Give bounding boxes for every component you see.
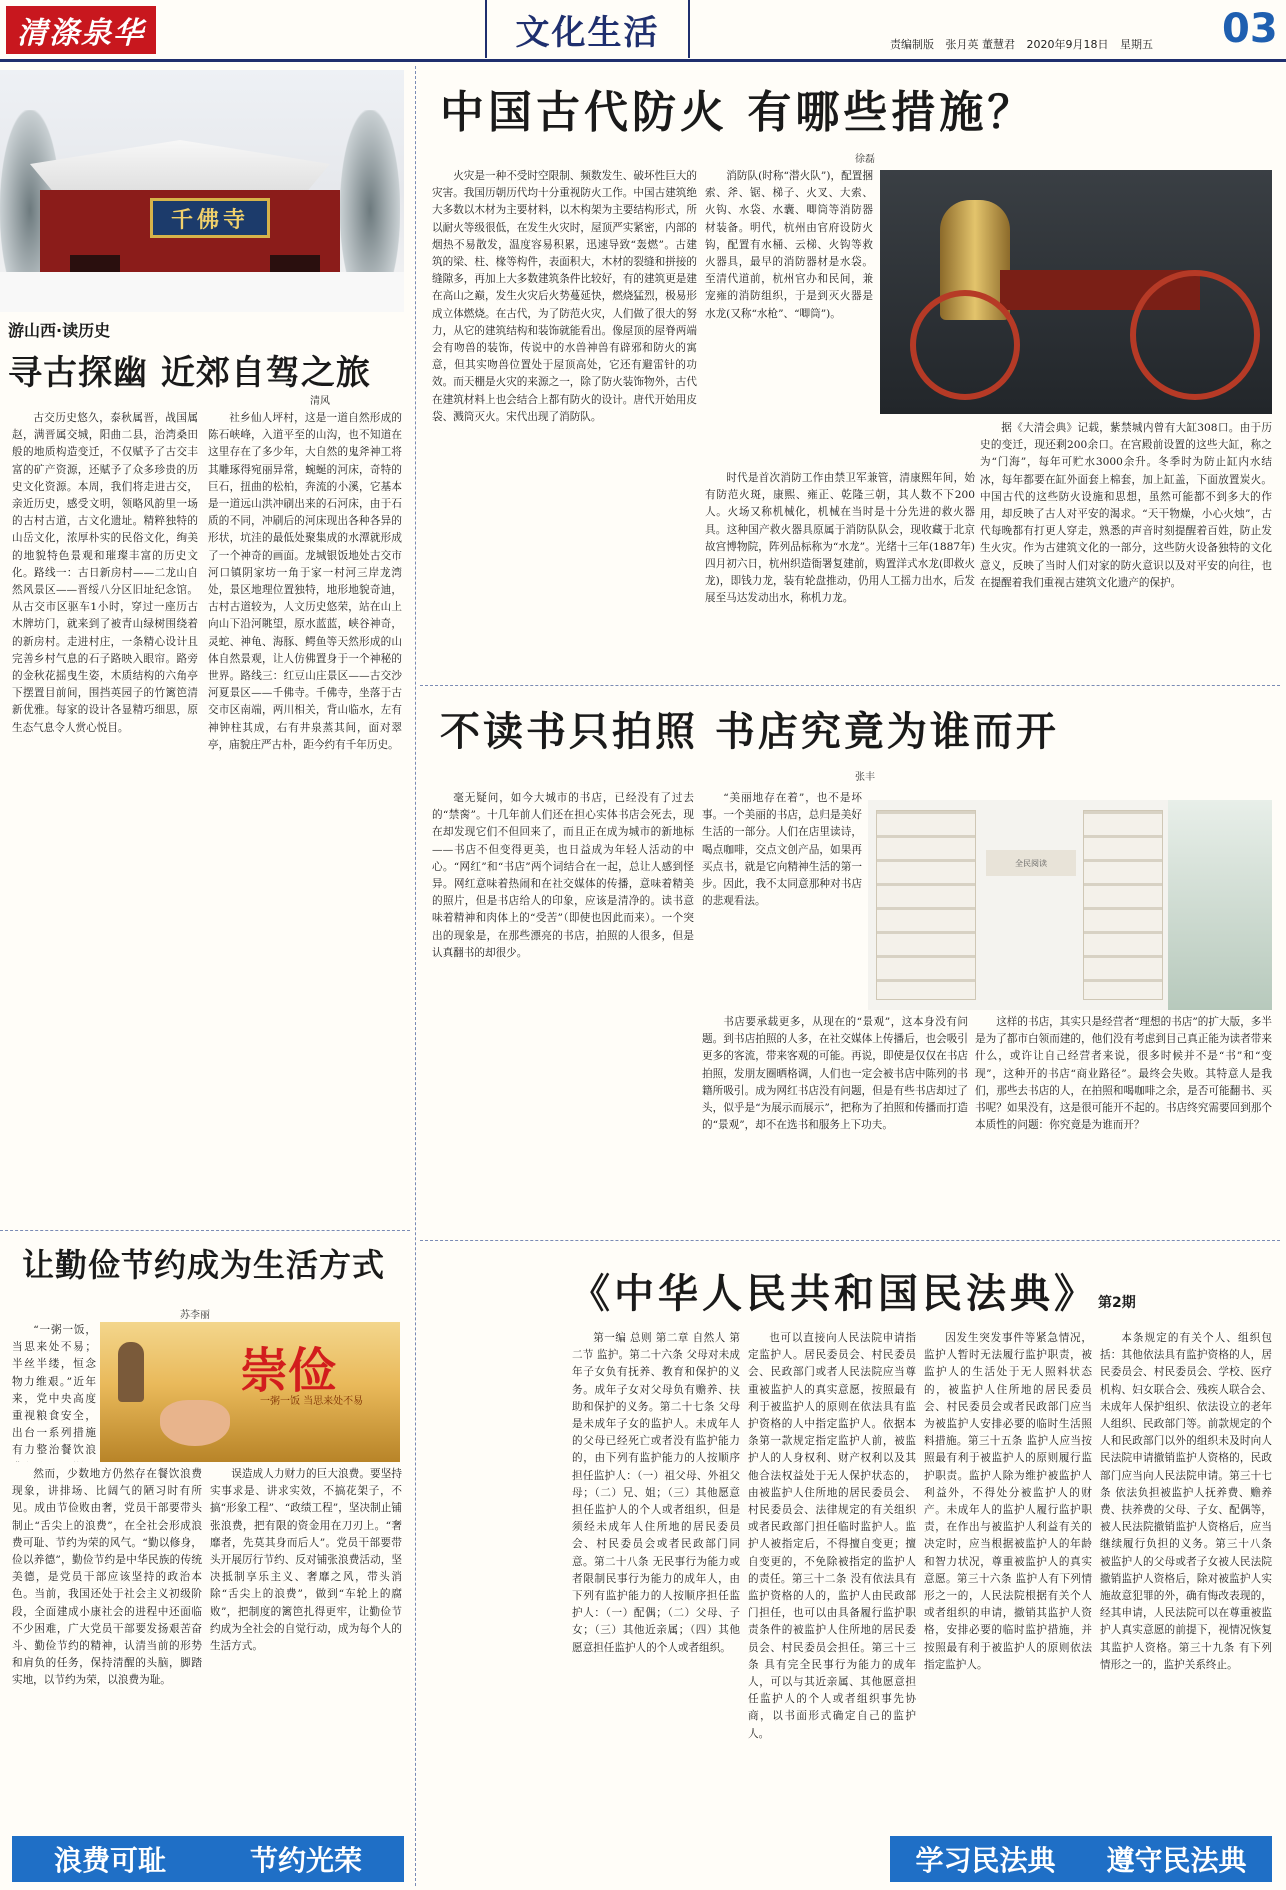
slogan-right: 节约光荣 [249, 1844, 362, 1877]
masthead [0, 0, 1286, 62]
article-paragraph: 据《大清会典》记载，紫禁城内曾有大缸308口。由于历史的变迁，现还剩200余口。在宫殿前设置的这些大缸，称之为“门海”，每年可贮水3000余升。冬季时为防止缸内水结冰，每年都要在缸外面套上棉套，加上缸盖，下面放置炭火。中国古代的这些防火设施和思想，虽然可能都不到多大的作用，却反映了古人对平安的渴求。“天干物燥，小心火烛”，古代每晚都有打更人穿走，熟悉的声音时刻提醒着百姓，防止发生火灾。作为古建筑文化的一部分，这些防火设备独特的文化意义，反映了当时人们对家的防火意识以及对平安的向往，也在提醒着我们重视古建筑文化遗产的保护。 [980, 422, 1272, 589]
article-headline: 寻古探幽 近郊自驾之旅 [8, 353, 371, 393]
bookstore-interior-photo [868, 800, 1272, 1010]
article-body-column [980, 420, 1272, 668]
article-paragraph: 消防队(时称“潜火队”)，配置捆索、斧、锯、梯子、火叉、大索、火钩、水袋、水囊、唧筒等消防器材装备。明代，杭州由官府设防火钩，配置有水桶、云梯、火钩等救火器具，最早的消防器材是水袋。至清代道前，杭州官办和民间，兼宠雍的消防组织，于是到灭火器是水龙(又称“水枪”、“唧筒”)。 [705, 170, 873, 320]
slogan-left: 学习民法典 [915, 1844, 1056, 1877]
snow-ground [0, 272, 404, 312]
article-body-column [210, 1466, 402, 1828]
article-paragraph: 这样的书店，其实只是经营者“理想的书店”的扩大版，多半是为了都市白领而建的，他们没有考虑到目己真正能为读者带来什么，或许让自己经营者来说，很多时候并不是“书”和“变现”，这种开的书店“商业路径”。最终会失败。其特意人是我们，那些去书店的人，在拍照和喝咖啡之余，是否可能翻书、买书呢？如果没有，这是很可能开不起的。书店终究需要回到那个本质性的问题：你究竟是为谁而开？ [975, 1016, 1272, 1132]
article-byline: 清风 [310, 396, 330, 407]
issue-weekday: 星期五 [1120, 38, 1153, 51]
fire-engine-photo [880, 170, 1272, 414]
article-headline: 中国古代防火 有哪些措施？ [440, 87, 1036, 138]
article-body-column [12, 1322, 96, 1462]
code-title: 《中华人民共和国民法典》 [570, 1271, 1098, 1317]
article-paragraph: 然而，少数地方仍然存在餐饮浪费现象，讲排场、比阔气的陋习时有所见。成由节俭败由奢，党员干部要带头制止“舌尖上的浪费”，在全社会形成浪费可耻、节约为荣的风气。“勤以修身，俭以养德”，勤俭节约是中华民族的传统美德，是党员干部应该坚持的政治本色。当前，我国还处于社会主义初级阶段，全面建成小康社会的进程中还面临不少困难，广大党员干部要发扬艰苦奋斗、勤俭节约的精神，认清当前的形势和肩负的任务，保持清醒的头脑，脚踏实地，以节约为荣，以浪费为耻。 [12, 1468, 202, 1687]
wheat-field-photo [100, 1322, 400, 1462]
store-window [1168, 800, 1272, 1010]
article-paragraph: 社乡仙人坪村，这是一道自然形成的陈石峡峰，入道平至的山沟，也不知道在这里存在了多少年，大自然的鬼斧神工将其雕琢得宛丽异常，蜿蜒的河床，奇特的巨石，扭曲的松柏，奔流的小溪，它基本是一道远山洪冲刷出来的石河床，由于石质的不同，冲刷后的河床现出各种各异的形状，坑洼的最低处聚集成的水潭就形成了一个神奇的画面。龙城银饭地处古交市河口镇阴家坊一角于家一村河三岸龙湾处，景区地理位置独特，地形地貌奇迪，古村古道较为，人文历史悠荣，站在山上向山下沿河眺望，原水蓝蓝，峡谷神奇，灵蛇、神龟、海豚、鳄鱼等天然形成的山体自然景观，让人仿佛置身于一个神秘的世界。路线三：红豆山庄景区——古交沙河夏景区——千佛寺。千佛寺，坐落于古交市区南端，两川相关，背山临水，左有神钟柱其成，右有井泉蒸其间，面对翠亭，庙貌庄严古朴，距今约有千年历史。 [208, 412, 402, 751]
section-divider [0, 1230, 410, 1231]
code-issue: 第2期 [1098, 1295, 1136, 1311]
article-body-column [208, 410, 402, 1200]
article-body-column [1100, 1330, 1272, 1808]
page-meta [890, 36, 1161, 52]
article-kicker: 游山西·读历史 [8, 321, 111, 340]
bookshelf [1083, 810, 1163, 1000]
article-body-column [572, 1330, 740, 1880]
article-paragraph: 本条规定的有关个人、组织包括：其他依法具有监护资格的人，居民委员会、村民委员会、学校、医疗机构、妇女联合会、残疾人联合会、未成年人保护组织、依法设立的老年人组织、民政部门等。前款规定的个人和民政部门以外的组织未及时向人民法院申请撤销监护人资格的，民政部门应当向人民法院申请。第三十七条 依法负担被监护人抚养费、赡养费、扶养费的父母、子女、配偶等，被人民法院撤销监护人资格后，应当继续履行负担的义务。第三十八条 被监护人的父母或者子女被人民法院撤销监护人资格后，除对被监护人实施故意犯罪的外，确有悔改表现的，经其申请，人民法院可以在尊重被监护人真实意愿的前提下，视情况恢复其监护人资格。第三十九条 有下列情形之一的，监护关系终止。 [1100, 1332, 1272, 1671]
article-paragraph: 因发生突发事件等紧急情况，监护人暂时无法履行监护职责，被监护人的生活处于无人照料状态的，被监护人住所地的居民委员会、村民委员会或者民政部门应当为被监护人安排必要的临时生活照料措施。第三十五条 监护人应当按照最有利于被监护人的原则履行监护职责。监护人除为维护被监护人利益外，不得处分被监护人的财产。未成年人的监护人履行监护职责，在作出与被监护人利益有关的决定时，应当根据被监护人的年龄和智力状况，尊重被监护人的真实意愿。第三十六条 监护人有下列情形之一的，人民法院根据有关个人或者组织的申请，撤销其监护人资格，安排必要的临时监护措施，并按照最有利于被监护人的原则依法指定监护人。 [924, 1332, 1092, 1671]
issue-date: 2020年9月18日 [1026, 38, 1109, 51]
article-paragraph: 火灾是一种不受时空限制、频数发生、破坏性巨大的灾害。我国历朝历代均十分重视防火工作。中国古建筑绝大多数以木材为主要材料，以木构架为主要结构形式，所以耐火等级很低，在发生火灾时，屋顶严实紧密，内部的烟热不易散发，温度容易积累，迅速导致“轰燃”。古建筑的梁、柱、椽等构件，表面积大，木材的裂缝和拼接的缝隙多，再加上大多数建筑条件比较好，有的建筑更是建在高山之巅，发生火灾后火势蔓延快，燃烧猛烈，极易形成立体燃烧。在古代，为了防范火灾，人们做了很大的努力，从它的建筑结构和装饰就能看出。像屋顶的屋脊两端会有吻兽的装饰，传说中的水兽神兽有辟邪和防火的寓意，但其实吻兽位置处于屋顶高处，它还有避雷针的功效。而天棚是火灾的来源之一，除了防火装饰物外，古代在建筑材料上也会结合上都有防火的设计。唐代开始用皮袋、溅筒灭火。宋代出现了消防队。 [432, 170, 697, 423]
temple-plaque: 千佛寺 [150, 198, 270, 238]
article-paragraph: 书店要承载更多，从现在的“景观”，这本身没有问题。到书店拍照的人多，在社交媒体上传播后，也会吸引更多的客流，带来客观的可能。再说，即使是仅仅在书店拍照，发朋友圈晒格调，人们也一定会被书店中陈列的书籍所吸引。成为网红书店没有问题，但是有些书店却过了头，似乎是“为展示而展示”，把称为了拍照和传播而打造的“景观”，却不在选书和服务上下功夫。 [702, 1016, 968, 1132]
article-body-column [432, 790, 694, 1216]
article-paragraph: 也可以直接向人民法院申请指定监护人。居民委员会、村民委员会、民政部门或者人民法院应当尊重被监护人的真实意愿，按照最有利于被监护人的原则在依法具有监护资格的人中指定监护人。依据本条第一款规定指定监护人前，被监护人的人身权利、财产权利以及其他合法权益处于无人保护状态的，由被监护人住所地的居民委员会、村民委员会、法律规定的有关组织或者民政部门担任临时监护人。监护人被指定后，不得擅自变更；擅自变更的，不免除被指定的监护人的责任。第三十二条 没有依法具有监护资格的人的，监护人由民政部门担任，也可以由具备履行监护职责条件的被监护人住所地的居民委员会、村民委员会担任。第三十三条 具有完全民事行为能力的成年人，可以与其近亲属、其他愿意担任监护人的个人或者组织事先协商，以书面形式确定自己的监护人。 [748, 1332, 916, 1740]
editor-names: 张月英 董慧君 [945, 38, 1015, 51]
article-paragraph: 第一编 总则 第二章 自然人 第二节 监护。第二十六条 父母对未成年子女负有抚养、教育和保护的义务。成年子女对父母负有赡养、扶助和保护的义务。第二十七条 父母是未成年子女的监护人。未成年人的父母已经死亡或者没有监护能力的，由下列有监护能力的人按顺序担任监护人：（一）祖父母、外祖父母；（二）兄、姐；（三）其他愿意担任监护人的个人或者组织，但是须经未成年人住所地的居民委员会、村民委员会或者民政部门同意。第二十八条 无民事行为能力或者限制民事行为能力的成年人，由下列有监护能力的人按顺序担任监护人：（一）配偶；（二）父母、子女；（三）其他近亲属；（四）其他愿意担任监护人的个人或者组织。 [572, 1332, 740, 1654]
article-body-column [748, 1330, 916, 1880]
farmer-figure [118, 1342, 144, 1402]
article-paragraph: 毫无疑问，如今大城市的书店，已经没有了过去的“禁脔”。十几年前人们还在担心实体书店会死去，现在却发现它们不但回来了，而且正在成为城市的新地标——书店不但变得更美，也日益成为年轻人活动的中心。“网红”和“书店”两个词结合在一起，总让人感到怪异。网红意味着热闹和在社交媒体的传播，意味着精美的照片，但是书店给人的印象，应该是清净的。读书意味着精神和肉体上的“受苦”（即使也因此而来）。一个突出的现象是，在那些漂亮的书店，拍照的人很多，但是认真翻书的却很少。 [432, 792, 694, 959]
article-byline: 张丰 [855, 772, 875, 783]
section-divider [420, 685, 1280, 686]
article-body-column [432, 168, 697, 668]
wagon-wheel [910, 290, 1020, 400]
store-sign: 全民阅读 [986, 850, 1076, 876]
temple-snow-photo [0, 70, 404, 312]
article-headline: 让勤俭节约成为生活方式 [22, 1246, 386, 1284]
slogan-right: 遵守民法典 [1106, 1844, 1247, 1877]
article-body-column [702, 1014, 968, 1216]
page-number: 03 [1222, 6, 1278, 52]
article-byline: 徐磊 [855, 154, 875, 165]
article-body-column [975, 1014, 1272, 1216]
article-body-column [12, 410, 198, 1200]
column-divider [415, 66, 416, 1886]
article-paragraph: 古交历史悠久，泰秋属晋，战国属赵，满晋属交城，阳曲二县，治湾桑田般的地质构造变迁，不仅赋予了古交丰富的矿产资源，还赋予了众多珍贵的历史文化资源。本周，我们将走进古交，亲近历史，感受文明，领略风韵里一场的古村古道，古文化遗址。精粹独特的山岳文化，浓厚朴实的民俗文化，绚美的地貌特色景观和璀璨丰富的历史文化。路线一：古日新房村——二龙山自然风景区——晋绥八分区旧址纪念馆。从古交市区驱车1小时，穿过一座历古木牌坊门，就来到了被青山绿树围绕着的新房村。走进村庄，一条精心设计且完善乡村气息的石子路映入眼帘。路旁的金秋花摇曳生姿，木质结构的六角亭下摆置目前间，围挡英园子的竹篱笆清新优雅。每家的设计各显精巧细思，原生态气息令人赏心悦目。 [12, 412, 198, 734]
editor-label: 责编制版 [890, 38, 934, 51]
slogan-banner [12, 1836, 404, 1882]
wagon-wheel [1130, 270, 1260, 400]
article-paragraph: “美丽地存在着”，也不是坏事。一个美丽的书店，总归是美好生活的一部分。人们在店里读诗，喝点咖啡，交点文创产品，如果再买点书，就是它向精神生活的第一步。因此，我不太同意那种对书店的悲观看法。 [702, 792, 862, 908]
slogan-banner [890, 1836, 1272, 1882]
photo-caption-large: 崇俭 [240, 1343, 337, 1399]
slogan-left: 浪费可耻 [53, 1844, 166, 1877]
section-divider [420, 1240, 1280, 1241]
article-body-column [924, 1330, 1092, 1850]
article-paragraph: 时代是首次消防工作由禁卫军兼管，清康熙年间，始有防范火斑，康熙、雍正、乾隆三朝，其人数不下200人。火场又称机械化，机械在当时是十分先进的救火器具。这种国产救火器具原属于消防队队会，现收藏于北京故宫博物院，阵列品标称为“水龙”。光绪十三年(1887年)四月初六日，杭州织造衙署复建前，购置洋式水龙(即救火龙)，即钱力龙，装有轮盘推动，仍用人工摇力出水，后发展至马达发动出水，称机力龙。 [705, 472, 975, 605]
article-headline: 不读书只拍照 书店究竟为谁而开 [440, 709, 1059, 755]
article-body-column [705, 470, 975, 668]
article-byline: 苏李丽 [180, 1310, 210, 1321]
article-paragraph: 误造成人力财力的巨大浪费。要坚持实事求是、讲求实效，不搞花架子，不搞“形象工程”、“政绩工程”，坚决制止铺张浪费，把有限的资金用在刀刃上。“奢靡者，先莫其身而后人”。党员干部要带头开展厉行节约、反对铺张浪费活动，坚决抵制享乐主义、奢靡之风，带头消除“舌尖上的浪费”，做到“车轮上的腐败”，把制度的篱笆扎得更牢，让勤俭节约成为全社会的自觉行动，成为每个人的生活方式。 [210, 1468, 402, 1653]
article-body-column [12, 1466, 202, 1828]
article-body-column [705, 168, 873, 468]
section-title: 文化生活 [485, 0, 690, 58]
article-headline [570, 1262, 1270, 1319]
article-body-column [702, 790, 862, 1012]
newspaper-logo: 清涤泉华 [6, 6, 156, 54]
hands-holding-grain [160, 1400, 230, 1446]
article-paragraph: “一粥一饭，当思来处不易；半丝半缕，恒念物力维艰。”近年来，党中央高度重视粮食安全，出台一系列措施有力整治餐饮浪 [12, 1324, 96, 1457]
bookshelf [876, 810, 976, 1000]
photo-caption-small: 一粥一饭 当思来处不易 [260, 1396, 364, 1407]
